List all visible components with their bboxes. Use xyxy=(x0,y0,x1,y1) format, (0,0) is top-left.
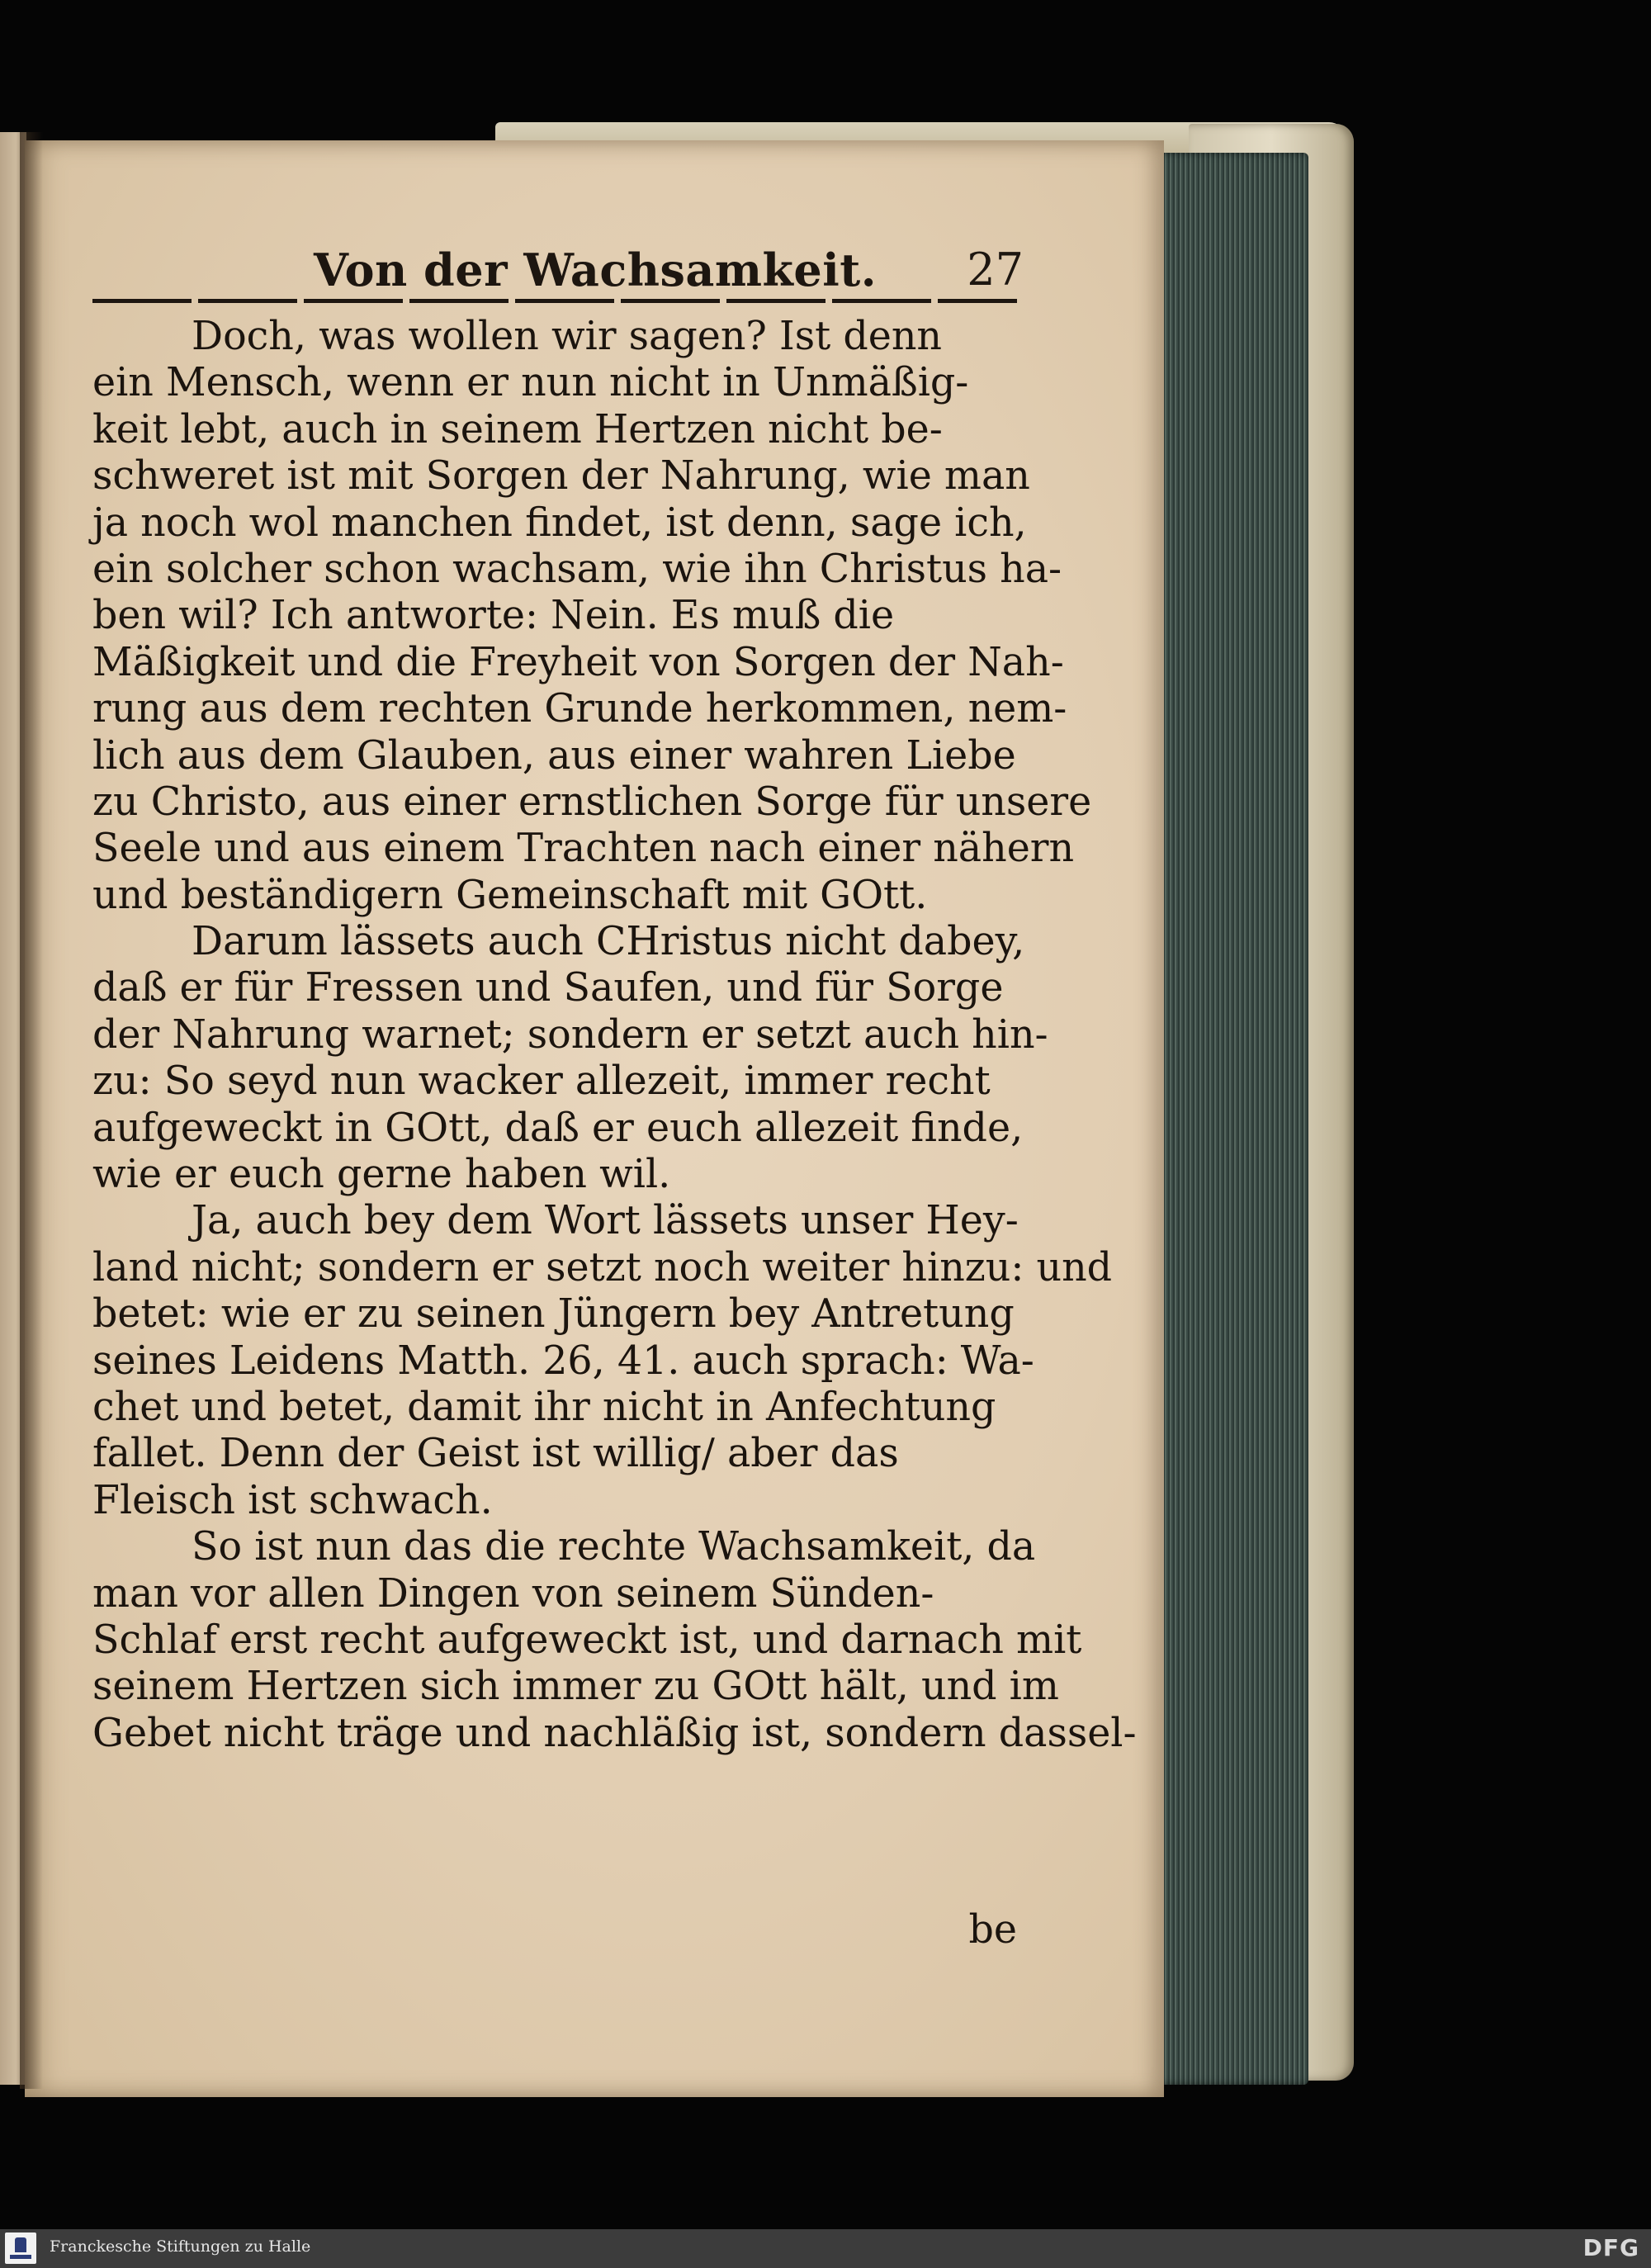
logo-base-icon xyxy=(10,2255,31,2259)
running-head: Von der Wachsamkeit. xyxy=(314,244,878,296)
text-line: ein Mensch, wenn er nun nicht in Unmäßig- xyxy=(92,360,969,406)
logo-figure-icon xyxy=(15,2237,26,2252)
text-line: aufgeweckt in GOtt, daß er euch allezeit finde, xyxy=(92,1105,1024,1151)
text-line: Fleisch ist schwach. xyxy=(92,1477,493,1523)
text-line: ben wil? Ich antworte: Nein. Es muß die xyxy=(92,593,895,639)
text-line: Ja, auch bey dem Wort lässets unser Hey- xyxy=(192,1198,1019,1244)
text-line: zu: So seyd nun wacker allezeit, immer recht xyxy=(92,1058,991,1105)
text-line: seines Leidens Matth. 26, 41. auch sprach: Wa- xyxy=(92,1338,1034,1384)
text-line: Schlaf erst recht aufgeweckt ist, und darnach mit xyxy=(92,1617,1082,1663)
page-header xyxy=(116,227,1024,301)
text-line: Mäßigkeit und die Freyheit von Sorgen der Nah- xyxy=(92,639,1064,685)
text-line: zu Christo, aus einer ernstlichen Sorge für unsere xyxy=(92,779,1092,825)
text-line: So ist nun das die rechte Wachsamkeit, da xyxy=(192,1524,1036,1570)
text-line: Doch, was wollen wir sagen? Ist denn xyxy=(192,314,943,359)
body-text xyxy=(92,314,1137,1757)
text-line: daß er für Fressen und Saufen, und für Sorge xyxy=(92,965,1004,1011)
catchword: be xyxy=(968,1907,1017,1953)
gutter-shadow xyxy=(20,132,43,2089)
institution-logo-icon[interactable] xyxy=(5,2232,36,2264)
text-line: Darum lässets auch CHristus nicht dabey, xyxy=(192,919,1025,965)
text-line: betet: wie er zu seinen Jüngern bey Antretung xyxy=(92,1291,1015,1338)
page-block-edges xyxy=(1143,153,1308,2085)
book-page xyxy=(25,140,1164,2097)
footer-bar xyxy=(0,2229,1651,2268)
text-line: fallet. Denn der Geist ist willig/ aber das xyxy=(92,1431,899,1477)
text-line: ja noch wol manchen findet, ist denn, sage ich, xyxy=(92,500,1027,546)
text-line: schweret ist mit Sorgen der Nahrung, wie man xyxy=(92,453,1030,500)
text-line: Gebet nicht träge und nachläßig ist, sondern dassel- xyxy=(92,1710,1137,1756)
text-line: rung aus dem rechten Grunde herkommen, nem- xyxy=(92,686,1067,732)
header-rule xyxy=(92,299,1017,303)
institution-name[interactable]: Franckesche Stiftungen zu Halle xyxy=(50,2237,311,2256)
text-line: lich aus dem Glauben, aus einer wahren Liebe xyxy=(92,732,1016,779)
text-line: seinem Hertzen sich immer zu GOtt hält, und im xyxy=(92,1664,1059,1710)
text-line: chet und betet, damit ihr nicht in Anfechtung xyxy=(92,1384,996,1430)
text-line: Seele und aus einem Trachten nach einer nähern xyxy=(92,826,1075,872)
text-line: wie er euch gerne haben wil. xyxy=(92,1152,671,1198)
page-number: 27 xyxy=(967,244,1024,296)
text-line: man vor allen Dingen von seinem Sünden- xyxy=(92,1570,934,1617)
dfg-logo[interactable]: DFG xyxy=(1582,2234,1639,2261)
text-line: ein solcher schon wachsam, wie ihn Christus ha- xyxy=(92,546,1062,592)
text-line: keit lebt, auch in seinem Hertzen nicht be- xyxy=(92,406,943,452)
text-line: land nicht; sondern er setzt noch weiter hinzu: und xyxy=(92,1244,1113,1290)
text-line: und beständigern Gemeinschaft mit GOtt. xyxy=(92,872,928,918)
text-line: der Nahrung warnet; sondern er setzt auch hin- xyxy=(92,1011,1048,1058)
